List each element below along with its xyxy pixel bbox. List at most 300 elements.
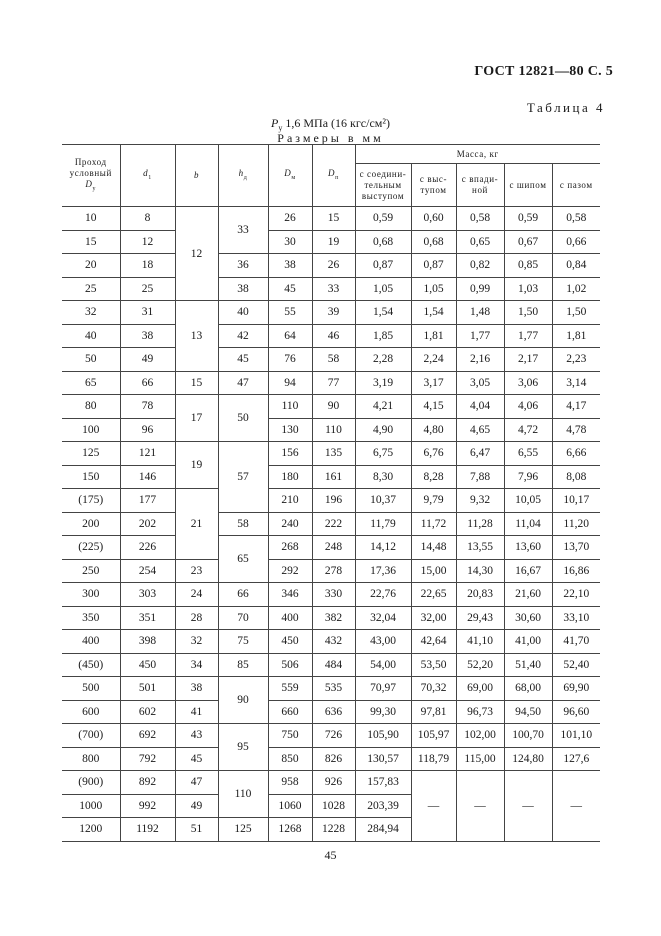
cell-hd: 45 (218, 348, 268, 372)
cell-mass-groove-dash: — (552, 771, 600, 842)
cell-dm: 156 (268, 442, 312, 466)
cell-dm: 26 (268, 207, 312, 231)
cell-dy: 600 (62, 700, 120, 724)
dn-subscript: п (335, 174, 339, 181)
col-header-mass-recess: с впади-ной (456, 164, 504, 207)
cell-b: 19 (175, 442, 218, 489)
cell-hd: 40 (218, 301, 268, 325)
cell-dy: 40 (62, 324, 120, 348)
table-row (62, 677, 600, 701)
cell-hd: 66 (218, 583, 268, 607)
cell-mass-joint: 3,19 (355, 371, 411, 395)
cell-hd: 125 (218, 818, 268, 842)
cell-mass-recess: 13,55 (456, 536, 504, 560)
cell-mass-tongue: 30,60 (504, 606, 552, 630)
cell-mass-recess: 1,77 (456, 324, 504, 348)
cell-d1: 38 (120, 324, 175, 348)
cell-mass-tongue: 7,96 (504, 465, 552, 489)
col-header-b (175, 145, 218, 207)
cell-mass-recess: 41,10 (456, 630, 504, 654)
cell-dy: 800 (62, 747, 120, 771)
cell-mass-recess: 9,32 (456, 489, 504, 513)
cell-mass-projection: 0,60 (411, 207, 456, 231)
cell-dn: 222 (312, 512, 355, 536)
cell-d1: 146 (120, 465, 175, 489)
cell-mass-projection: 53,50 (411, 653, 456, 677)
cell-mass-recess: 2,16 (456, 348, 504, 372)
cell-mass-joint: 99,30 (355, 700, 411, 724)
cell-mass-joint: 10,37 (355, 489, 411, 513)
cell-b: 21 (175, 489, 218, 560)
cell-dy: 32 (62, 301, 120, 325)
cell-dm: 346 (268, 583, 312, 607)
cell-mass-joint: 8,30 (355, 465, 411, 489)
dy-label-line1: Проход (74, 156, 107, 167)
cell-d1: 96 (120, 418, 175, 442)
cell-dm: 559 (268, 677, 312, 701)
table-row (62, 230, 600, 254)
cell-dn: 535 (312, 677, 355, 701)
cell-mass-joint: 1,05 (355, 277, 411, 301)
cell-mass-groove: 33,10 (552, 606, 600, 630)
cell-mass-projection: 118,79 (411, 747, 456, 771)
cell-mass-projection: 14,48 (411, 536, 456, 560)
cell-hd: 65 (218, 536, 268, 583)
cell-d1: 398 (120, 630, 175, 654)
cell-d1: 602 (120, 700, 175, 724)
cell-mass-projection: 8,28 (411, 465, 456, 489)
cell-dn: 135 (312, 442, 355, 466)
cell-mass-joint: 1,85 (355, 324, 411, 348)
cell-b: 12 (175, 207, 218, 301)
cell-mass-projection: 2,24 (411, 348, 456, 372)
cell-hd: 85 (218, 653, 268, 677)
table-row (62, 724, 600, 748)
cell-hd: 75 (218, 630, 268, 654)
cell-mass-recess: 1,48 (456, 301, 504, 325)
table-row (62, 465, 600, 489)
cell-d1: 8 (120, 207, 175, 231)
cell-dy: 350 (62, 606, 120, 630)
cell-d1: 351 (120, 606, 175, 630)
cell-mass-tongue: 10,05 (504, 489, 552, 513)
cell-dn: 248 (312, 536, 355, 560)
cell-d1: 202 (120, 512, 175, 536)
cell-mass-groove: 41,70 (552, 630, 600, 654)
cell-mass-groove: 6,66 (552, 442, 600, 466)
cell-dy: 400 (62, 630, 120, 654)
cell-mass-groove: 16,86 (552, 559, 600, 583)
cell-mass-tongue: 6,55 (504, 442, 552, 466)
cell-dn: 90 (312, 395, 355, 419)
cell-mass-joint: 6,75 (355, 442, 411, 466)
cell-hd: 90 (218, 677, 268, 724)
cell-mass-tongue: 94,50 (504, 700, 552, 724)
cell-b: 17 (175, 395, 218, 442)
cell-mass-groove: 4,17 (552, 395, 600, 419)
cell-mass-joint: 284,94 (355, 818, 411, 842)
cell-mass-recess: 6,47 (456, 442, 504, 466)
cell-d1: 892 (120, 771, 175, 795)
table-row (62, 700, 600, 724)
cell-d1: 66 (120, 371, 175, 395)
cell-hd: 33 (218, 207, 268, 254)
cell-mass-projection: 70,32 (411, 677, 456, 701)
cell-mass-projection: 0,87 (411, 254, 456, 278)
cell-dy: 50 (62, 348, 120, 372)
cell-mass-tongue: 3,06 (504, 371, 552, 395)
cell-mass-recess: 20,83 (456, 583, 504, 607)
cell-dm: 268 (268, 536, 312, 560)
cell-hd: 57 (218, 442, 268, 513)
cell-dm: 38 (268, 254, 312, 278)
table-title (0, 116, 661, 132)
cell-mass-recess-dash: — (456, 771, 504, 842)
cell-dn: 484 (312, 653, 355, 677)
table-row (62, 630, 600, 654)
cell-d1: 12 (120, 230, 175, 254)
cell-d1: 792 (120, 747, 175, 771)
cell-hd: 58 (218, 512, 268, 536)
cell-mass-groove: 1,50 (552, 301, 600, 325)
cell-dy: 10 (62, 207, 120, 231)
cell-mass-joint: 2,28 (355, 348, 411, 372)
cell-dy: (225) (62, 536, 120, 560)
cell-mass-recess: 69,00 (456, 677, 504, 701)
cell-mass-recess: 115,00 (456, 747, 504, 771)
cell-mass-groove: 11,20 (552, 512, 600, 536)
cell-hd: 50 (218, 395, 268, 442)
cell-d1: 18 (120, 254, 175, 278)
cell-dm: 210 (268, 489, 312, 513)
cell-mass-groove: 4,78 (552, 418, 600, 442)
cell-mass-tongue: 41,00 (504, 630, 552, 654)
cell-dn: 1228 (312, 818, 355, 842)
cell-dn: 19 (312, 230, 355, 254)
cell-d1: 1192 (120, 818, 175, 842)
cell-mass-projection: 1,05 (411, 277, 456, 301)
table-row (62, 418, 600, 442)
table-body (62, 207, 600, 842)
cell-d1: 25 (120, 277, 175, 301)
cell-mass-groove: 101,10 (552, 724, 600, 748)
table-row (62, 747, 600, 771)
cell-d1: 501 (120, 677, 175, 701)
cell-dm: 400 (268, 606, 312, 630)
cell-mass-joint: 43,00 (355, 630, 411, 654)
cell-mass-groove: 10,17 (552, 489, 600, 513)
cell-dn: 26 (312, 254, 355, 278)
cell-d1: 31 (120, 301, 175, 325)
cell-mass-projection: 3,17 (411, 371, 456, 395)
table-row (62, 371, 600, 395)
cell-mass-groove: 52,40 (552, 653, 600, 677)
cell-dm: 76 (268, 348, 312, 372)
cell-mass-tongue: 1,50 (504, 301, 552, 325)
col-header-mass-tongue: с шипом (504, 164, 552, 207)
cell-dy: 1000 (62, 794, 120, 818)
cell-dm: 110 (268, 395, 312, 419)
cell-mass-projection-dash: — (411, 771, 456, 842)
cell-dy: 300 (62, 583, 120, 607)
cell-dy: (450) (62, 653, 120, 677)
cell-mass-projection: 15,00 (411, 559, 456, 583)
cell-mass-recess: 0,65 (456, 230, 504, 254)
cell-mass-tongue: 21,60 (504, 583, 552, 607)
dy-symbol: D (85, 178, 93, 189)
cell-mass-groove: 0,84 (552, 254, 600, 278)
cell-mass-joint: 54,00 (355, 653, 411, 677)
cell-b: 38 (175, 677, 218, 701)
cell-mass-recess: 4,04 (456, 395, 504, 419)
cell-mass-recess: 0,82 (456, 254, 504, 278)
cell-mass-recess: 3,05 (456, 371, 504, 395)
col-header-mass-groove: с пазом (552, 164, 600, 207)
cell-mass-tongue: 1,77 (504, 324, 552, 348)
cell-mass-tongue: 51,40 (504, 653, 552, 677)
cell-mass-projection: 1,54 (411, 301, 456, 325)
cell-mass-projection: 42,64 (411, 630, 456, 654)
cell-mass-groove: 3,14 (552, 371, 600, 395)
cell-d1: 254 (120, 559, 175, 583)
d1-subscript: 1 (148, 174, 152, 181)
cell-mass-groove: 1,02 (552, 277, 600, 301)
cell-d1: 177 (120, 489, 175, 513)
cell-mass-tongue: 0,59 (504, 207, 552, 231)
cell-dn: 15 (312, 207, 355, 231)
cell-mass-recess: 29,43 (456, 606, 504, 630)
cell-dn: 161 (312, 465, 355, 489)
cell-b: 43 (175, 724, 218, 748)
cell-d1: 450 (120, 653, 175, 677)
dy-subscript: y (92, 185, 97, 192)
page-header: ГОСТ 12821—80 С. 5 (474, 64, 613, 79)
cell-b: 32 (175, 630, 218, 654)
cell-dy: (700) (62, 724, 120, 748)
cell-mass-joint: 32,04 (355, 606, 411, 630)
cell-d1: 49 (120, 348, 175, 372)
cell-mass-joint: 203,39 (355, 794, 411, 818)
cell-b: 24 (175, 583, 218, 607)
cell-dm: 180 (268, 465, 312, 489)
cell-b: 23 (175, 559, 218, 583)
cell-dn: 726 (312, 724, 355, 748)
cell-mass-tongue: 100,70 (504, 724, 552, 748)
cell-mass-projection: 1,81 (411, 324, 456, 348)
table-row (62, 606, 600, 630)
cell-dm: 55 (268, 301, 312, 325)
table-row (62, 536, 600, 560)
cell-mass-tongue: 68,00 (504, 677, 552, 701)
cell-dy: 500 (62, 677, 120, 701)
table-row (62, 324, 600, 348)
dm-symbol: D (284, 167, 292, 178)
cell-mass-tongue: 11,04 (504, 512, 552, 536)
d1-symbol: d (143, 167, 149, 178)
col-header-d1 (120, 145, 175, 207)
cell-mass-tongue: 124,80 (504, 747, 552, 771)
cell-mass-groove: 22,10 (552, 583, 600, 607)
cell-dy: 100 (62, 418, 120, 442)
cell-b: 28 (175, 606, 218, 630)
pressure-symbol: P (271, 116, 279, 130)
cell-b: 45 (175, 747, 218, 771)
cell-dm: 292 (268, 559, 312, 583)
cell-dm: 130 (268, 418, 312, 442)
cell-dn: 110 (312, 418, 355, 442)
col-header-dn (312, 145, 355, 207)
cell-dy: 80 (62, 395, 120, 419)
cell-mass-groove: 96,60 (552, 700, 600, 724)
cell-d1: 992 (120, 794, 175, 818)
cell-dy: 150 (62, 465, 120, 489)
cell-mass-tongue-dash: — (504, 771, 552, 842)
table-row (62, 583, 600, 607)
cell-b: 41 (175, 700, 218, 724)
col-header-dm (268, 145, 312, 207)
cell-d1: 226 (120, 536, 175, 560)
table-row (62, 348, 600, 372)
cell-mass-groove: 13,70 (552, 536, 600, 560)
table-row (62, 559, 600, 583)
cell-b: 49 (175, 794, 218, 818)
cell-mass-joint: 0,59 (355, 207, 411, 231)
cell-mass-recess: 0,99 (456, 277, 504, 301)
cell-mass-tongue: 2,17 (504, 348, 552, 372)
cell-mass-projection: 6,76 (411, 442, 456, 466)
hd-subscript: д (243, 174, 248, 181)
cell-dn: 39 (312, 301, 355, 325)
cell-dy: 65 (62, 371, 120, 395)
pressure-subscript: y (278, 123, 283, 133)
cell-dn: 58 (312, 348, 355, 372)
hd-symbol: h (238, 167, 244, 178)
b-symbol: b (193, 170, 200, 180)
col-header-mass: Масса, кг (355, 145, 600, 164)
cell-dm: 94 (268, 371, 312, 395)
cell-dm: 1268 (268, 818, 312, 842)
cell-mass-projection: 22,65 (411, 583, 456, 607)
table-row (62, 277, 600, 301)
cell-dm: 750 (268, 724, 312, 748)
cell-mass-recess: 4,65 (456, 418, 504, 442)
cell-b: 34 (175, 653, 218, 677)
table-row (62, 207, 600, 231)
dy-label-line2: условный (69, 167, 112, 178)
cell-d1: 121 (120, 442, 175, 466)
cell-mass-joint: 14,12 (355, 536, 411, 560)
cell-dm: 64 (268, 324, 312, 348)
cell-b: 47 (175, 771, 218, 795)
units-caption: Размеры в мм (277, 131, 384, 145)
cell-mass-projection: 97,81 (411, 700, 456, 724)
cell-mass-recess: 11,28 (456, 512, 504, 536)
cell-dn: 826 (312, 747, 355, 771)
table-row (62, 653, 600, 677)
cell-mass-groove: 0,66 (552, 230, 600, 254)
cell-mass-joint: 4,90 (355, 418, 411, 442)
cell-mass-tongue: 0,67 (504, 230, 552, 254)
table-row (62, 512, 600, 536)
cell-dm: 1060 (268, 794, 312, 818)
cell-dn: 382 (312, 606, 355, 630)
cell-mass-groove: 8,08 (552, 465, 600, 489)
cell-dy: 125 (62, 442, 120, 466)
cell-mass-recess: 14,30 (456, 559, 504, 583)
cell-mass-projection: 4,80 (411, 418, 456, 442)
cell-hd: 38 (218, 277, 268, 301)
cell-mass-tongue: 13,60 (504, 536, 552, 560)
cell-mass-projection: 11,72 (411, 512, 456, 536)
cell-mass-projection: 4,15 (411, 395, 456, 419)
cell-dy: 25 (62, 277, 120, 301)
cell-b: 15 (175, 371, 218, 395)
table-row (62, 771, 600, 795)
cell-mass-groove: 1,81 (552, 324, 600, 348)
cell-mass-joint: 105,90 (355, 724, 411, 748)
cell-dm: 506 (268, 653, 312, 677)
dm-subscript: м (291, 174, 296, 181)
cell-hd: 36 (218, 254, 268, 278)
cell-mass-joint: 11,79 (355, 512, 411, 536)
cell-d1: 303 (120, 583, 175, 607)
pressure-value: 1,6 МПа (16 кгс/см²) (282, 116, 390, 130)
cell-hd: 42 (218, 324, 268, 348)
cell-mass-tongue: 4,06 (504, 395, 552, 419)
cell-dy: 20 (62, 254, 120, 278)
cell-mass-projection: 9,79 (411, 489, 456, 513)
cell-dm: 958 (268, 771, 312, 795)
cell-hd: 110 (218, 771, 268, 818)
col-header-mass-joint: с соедини-тельным выступом (355, 164, 411, 207)
cell-dy: (900) (62, 771, 120, 795)
cell-dn: 636 (312, 700, 355, 724)
cell-mass-joint: 70,97 (355, 677, 411, 701)
cell-b: 51 (175, 818, 218, 842)
cell-mass-joint: 0,68 (355, 230, 411, 254)
table-row (62, 301, 600, 325)
cell-b: 13 (175, 301, 218, 372)
cell-dn: 278 (312, 559, 355, 583)
cell-hd: 95 (218, 724, 268, 771)
cell-mass-recess: 96,73 (456, 700, 504, 724)
cell-mass-projection: 0,68 (411, 230, 456, 254)
cell-dm: 30 (268, 230, 312, 254)
cell-mass-groove: 69,90 (552, 677, 600, 701)
cell-mass-joint: 22,76 (355, 583, 411, 607)
cell-mass-joint: 17,36 (355, 559, 411, 583)
cell-mass-groove: 0,58 (552, 207, 600, 231)
table-row (62, 489, 600, 513)
cell-dm: 240 (268, 512, 312, 536)
cell-dy: 250 (62, 559, 120, 583)
cell-mass-recess: 52,20 (456, 653, 504, 677)
table-label: Таблица 4 (526, 100, 605, 115)
cell-dn: 77 (312, 371, 355, 395)
cell-mass-tongue: 16,67 (504, 559, 552, 583)
col-header-hd (218, 145, 268, 207)
page-number: 45 (324, 848, 337, 862)
cell-mass-joint: 0,87 (355, 254, 411, 278)
cell-dm: 660 (268, 700, 312, 724)
cell-dy: (175) (62, 489, 120, 513)
col-header-dy (62, 145, 120, 207)
cell-mass-joint: 157,83 (355, 771, 411, 795)
cell-dn: 1028 (312, 794, 355, 818)
cell-dn: 432 (312, 630, 355, 654)
table-row (62, 395, 600, 419)
cell-dn: 926 (312, 771, 355, 795)
